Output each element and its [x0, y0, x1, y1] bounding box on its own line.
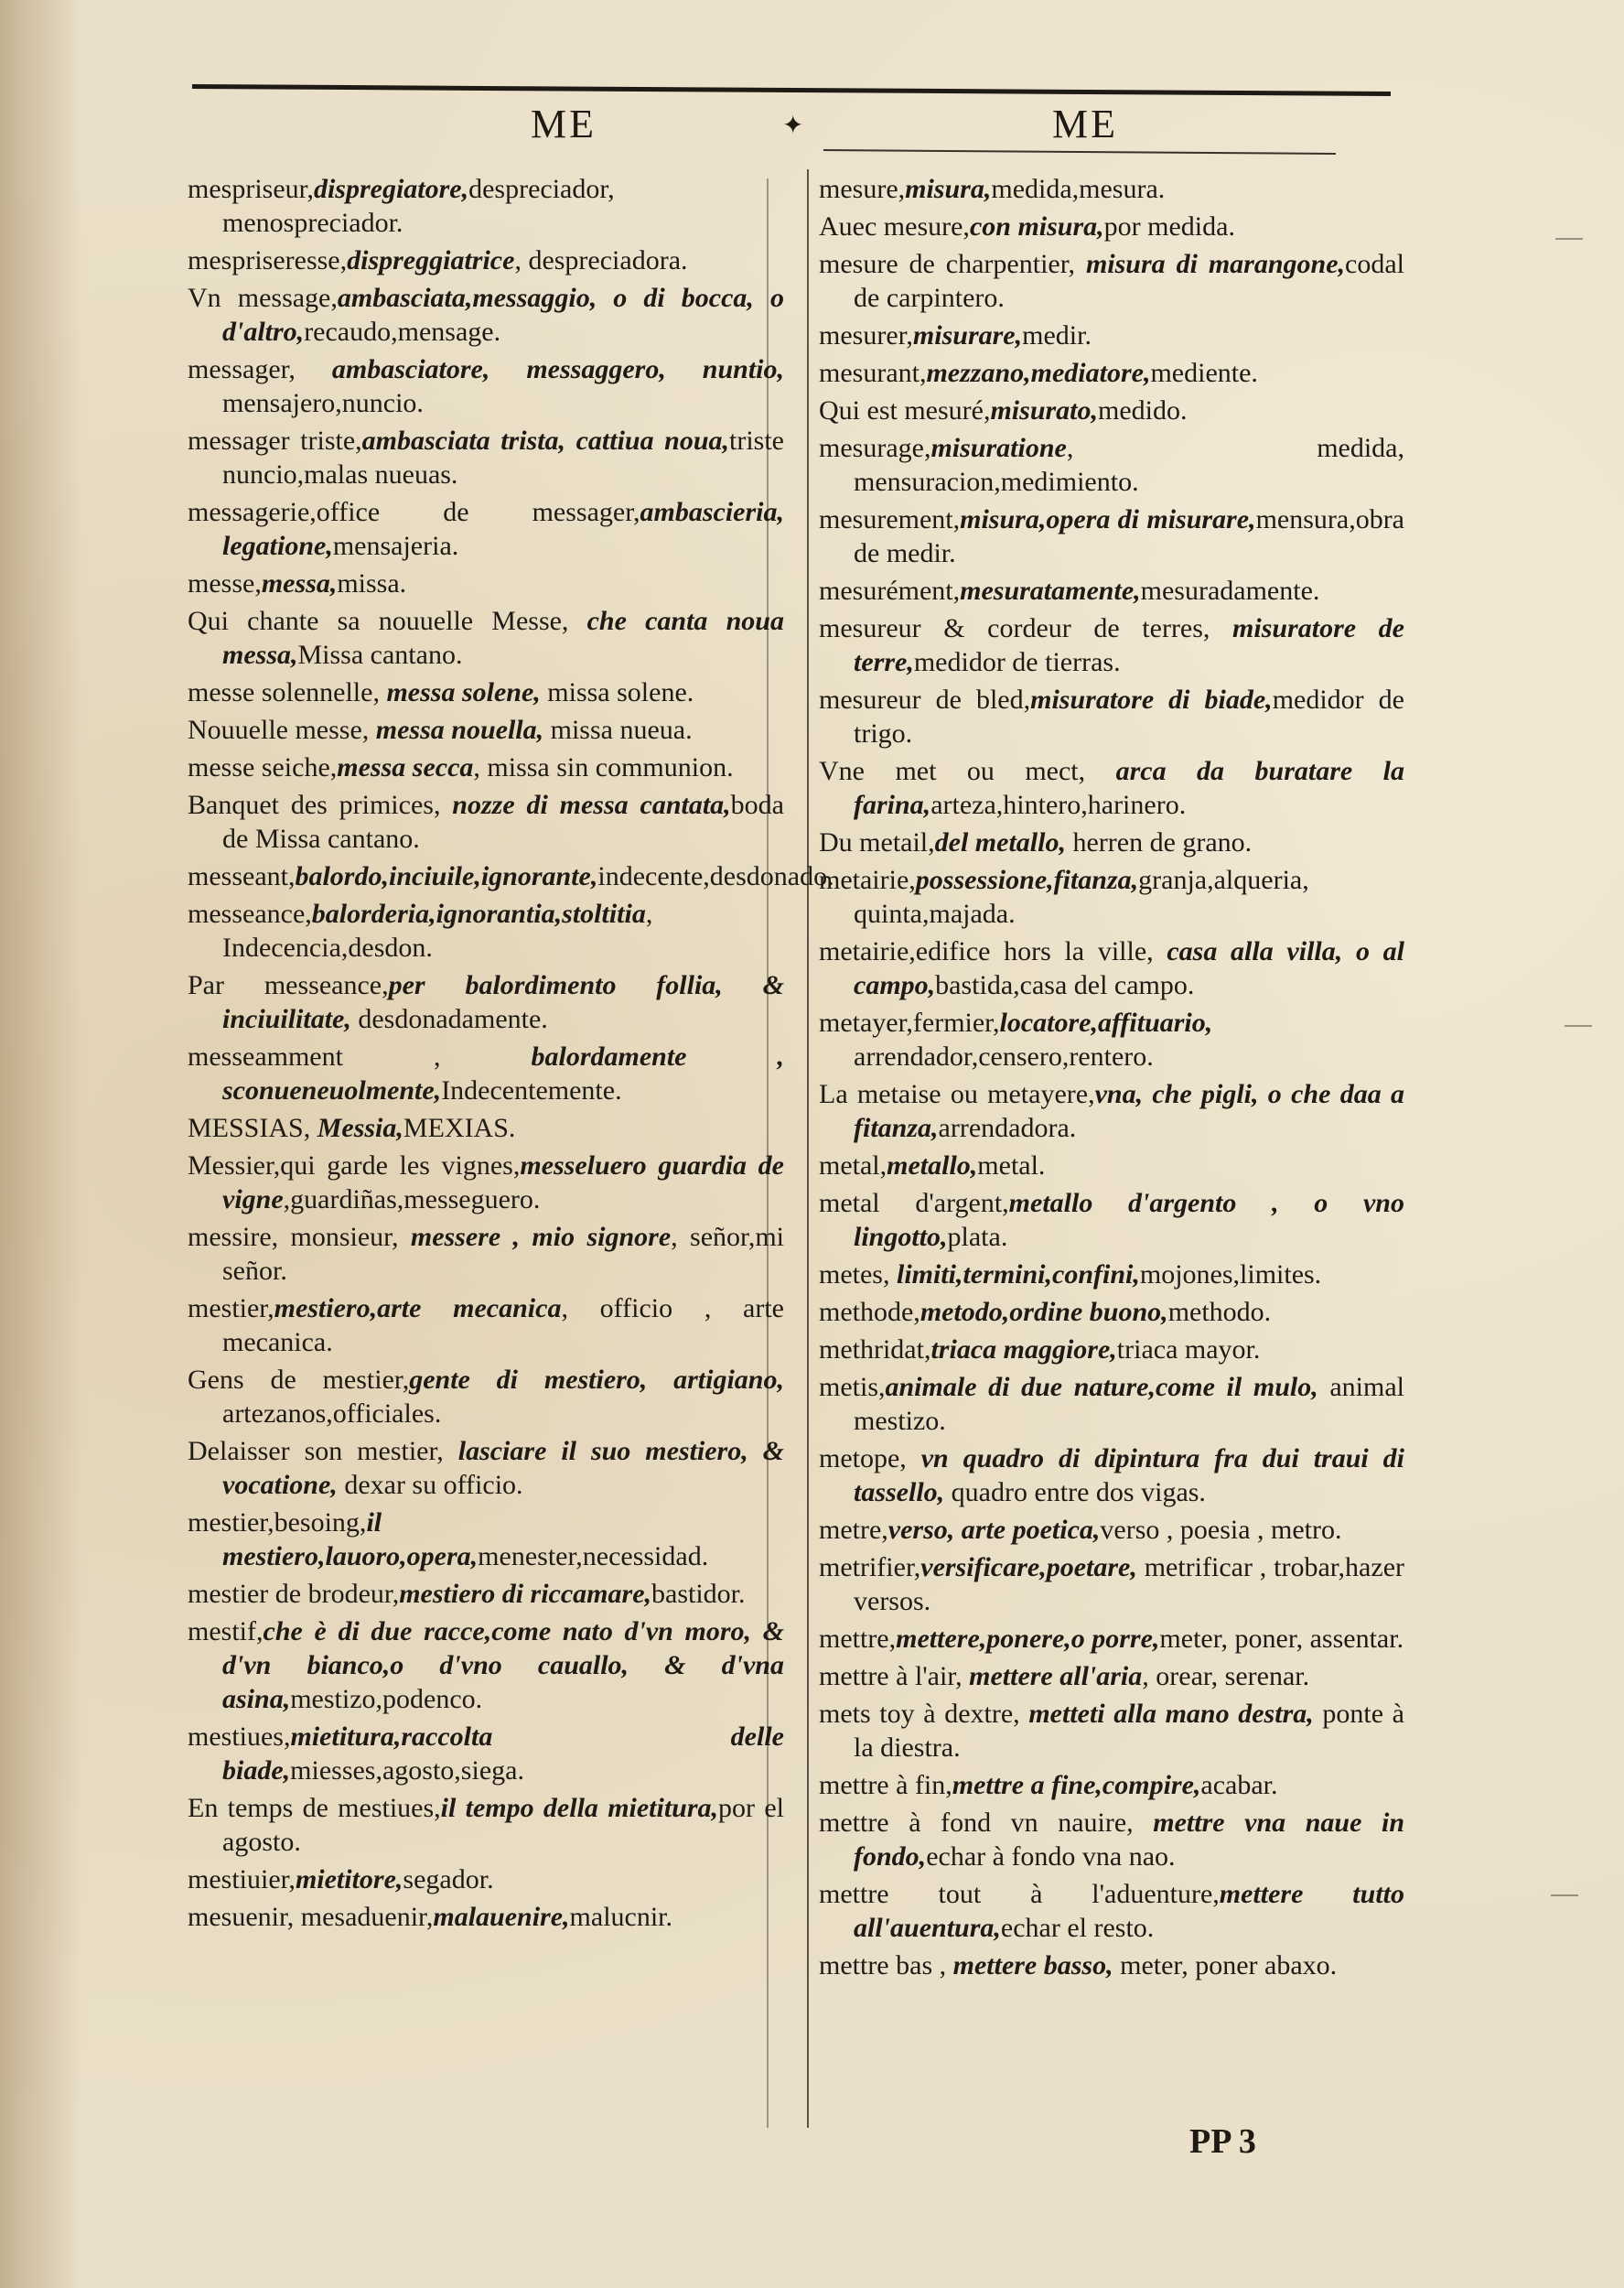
dictionary-entry	[188, 567, 784, 600]
dictionary-entry	[188, 897, 784, 965]
entry-text: medidor de tierras.	[913, 647, 1121, 677]
entry-text: metal,	[819, 1150, 887, 1181]
entry-text: messe seiche,	[188, 752, 338, 782]
dictionary-entry	[188, 172, 784, 240]
dictionary-entry	[188, 604, 784, 672]
entry-text: missa nueua.	[543, 715, 693, 745]
entry-text: por medida.	[1103, 211, 1235, 242]
entry-text: desdonadamente.	[350, 1004, 548, 1034]
entry-text: Auec mesure,	[819, 211, 970, 242]
italian-gloss: ambasciata,messaggio, o di bocca, o d'altro,	[222, 283, 785, 347]
entry-text: malucnir.	[569, 1902, 673, 1932]
italian-gloss: dispreggiatrice	[347, 245, 515, 275]
entry-text: mesurer,	[819, 320, 913, 351]
entry-text: metairie,edifice hors la ville,	[819, 936, 1167, 966]
dictionary-entry	[819, 1622, 1404, 1656]
italian-gloss: lasciare il suo mestiero, & vocatione,	[222, 1436, 785, 1500]
italian-gloss: il tempo della mietitura,	[440, 1793, 719, 1823]
italian-gloss: misura,	[905, 174, 992, 204]
italian-gloss: mesuratamente,	[960, 576, 1141, 606]
entry-text: En temps de mestiues,	[188, 1793, 441, 1823]
entry-text: medir.	[1022, 320, 1092, 351]
entry-text: mettre bas ,	[819, 1950, 953, 1980]
dictionary-entry	[188, 1149, 784, 1216]
entry-text: bastidor.	[651, 1579, 746, 1609]
entry-text: mesure,	[819, 174, 906, 204]
italian-gloss: misurare,	[912, 320, 1023, 351]
entry-text: metre,	[819, 1515, 888, 1545]
italian-gloss: misurato,	[990, 395, 1099, 426]
italian-gloss: messa solene,	[386, 677, 541, 707]
entry-text: metal.	[977, 1150, 1046, 1181]
entry-text: Vn message,	[188, 283, 338, 313]
entry-text: echar el resto.	[1000, 1913, 1155, 1943]
italian-gloss: mettere tutto all'auentura,	[854, 1879, 1404, 1943]
entry-text: arrendador,censero,rentero.	[854, 1041, 1154, 1072]
entry-text: mettre,	[819, 1624, 897, 1654]
entry-text: boda de Missa cantano.	[222, 790, 784, 854]
dictionary-entry	[819, 611, 1404, 679]
entry-text: , medida, mensuracion,medimiento.	[854, 433, 1404, 497]
dictionary-entry	[819, 1697, 1404, 1765]
entry-text: mestier de brodeur,	[188, 1579, 400, 1609]
italian-gloss: messa nouella,	[375, 715, 544, 745]
running-head-right: ME	[1052, 102, 1118, 146]
entry-text: Qui est mesuré,	[819, 395, 991, 426]
entry-text: , Indecencia,desdon.	[222, 899, 653, 963]
entry-text: La metaise ou metayere,	[819, 1079, 1095, 1109]
dictionary-entry	[188, 281, 784, 349]
dictionary-entry	[819, 683, 1404, 750]
entry-text: mojones,limites.	[1139, 1259, 1322, 1290]
italian-gloss: limiti,termini,confini,	[896, 1259, 1140, 1290]
entry-text: segador.	[403, 1864, 494, 1894]
dictionary-entry	[188, 243, 784, 277]
dictionary-entry	[188, 675, 784, 709]
dictionary-entry	[188, 495, 784, 563]
entry-text: mesureur & cordeur de terres,	[819, 613, 1233, 643]
entry-text: MEXIAS.	[403, 1113, 516, 1143]
entry-text: methodo.	[1167, 1297, 1272, 1327]
dictionary-entry	[188, 1720, 784, 1787]
entry-text: Delaisser son mestier,	[188, 1436, 458, 1466]
dictionary-entry	[819, 394, 1404, 427]
italian-gloss: metteti alla mano destra,	[1028, 1699, 1314, 1729]
entry-text: miesses,agosto,siega.	[290, 1755, 524, 1786]
italian-gloss: metallo,	[887, 1150, 978, 1181]
dictionary-entry	[819, 863, 1404, 931]
entry-text: medidor de trigo.	[854, 685, 1404, 749]
entry-text: mensura,obra de medir.	[854, 504, 1404, 568]
italian-gloss: balordo,inciuile,ignorante,	[295, 861, 598, 891]
italian-gloss: che è di due racce,come nato d'vn moro, & d'vn bianco,o d'vno cauallo, & d'vna asina,	[222, 1616, 784, 1714]
dictionary-entry	[188, 1577, 784, 1611]
entry-text: mestiues,	[188, 1721, 291, 1752]
dictionary-entry	[819, 1333, 1404, 1366]
dictionary-entry	[819, 754, 1404, 822]
entry-text: missa solene.	[540, 677, 694, 707]
italian-gloss: nozze di messa cantata,	[452, 790, 731, 820]
entry-text: Gens de mestier,	[188, 1365, 410, 1395]
dictionary-entry	[188, 424, 784, 491]
italian-gloss: mezzano,mediatore,	[926, 358, 1151, 388]
entry-text: despreciador, menospreciador.	[222, 174, 615, 238]
entry-text: medido.	[1098, 395, 1188, 426]
dictionary-entry	[819, 1149, 1404, 1182]
entry-text: quadro entre dos vigas.	[944, 1477, 1206, 1507]
dictionary-entry	[819, 318, 1404, 352]
entry-text: messeant,	[188, 861, 296, 891]
spine-shadow	[0, 0, 82, 2288]
dictionary-entry	[819, 1257, 1404, 1291]
entry-text: recaudo,mensage.	[304, 317, 501, 347]
dictionary-entry	[819, 1806, 1404, 1873]
entry-text: mensajero,nuncio.	[222, 388, 424, 418]
entry-text: dexar su officio.	[337, 1470, 523, 1500]
italian-gloss: mestiero,arte mecanica	[274, 1293, 562, 1323]
dictionary-entry	[188, 1614, 784, 1716]
italian-gloss: arca da buratare la farina,	[854, 756, 1404, 820]
entry-text: mesuenir, mesaduenir,	[188, 1902, 434, 1932]
italian-gloss: versificare,poetare,	[920, 1552, 1137, 1582]
dictionary-entry	[188, 1040, 784, 1107]
dictionary-entry	[188, 1363, 784, 1430]
dictionary-entry	[188, 1506, 784, 1573]
entry-text: messeamment ,	[188, 1041, 532, 1072]
entry-text: Qui chante sa nouuelle Messe,	[188, 606, 587, 636]
column-divider	[807, 169, 809, 2128]
ornament-icon: ✦	[782, 112, 804, 140]
italian-gloss: verso, arte poetica,	[887, 1515, 1101, 1545]
italian-gloss: ambasciatore, messaggero, nuntio,	[331, 354, 785, 384]
dictionary-entry	[819, 431, 1404, 499]
dictionary-entry	[819, 934, 1404, 1002]
entry-text: missa.	[337, 568, 407, 599]
entry-text: mestier,besoing,	[188, 1507, 367, 1538]
italian-gloss: del metallo,	[934, 827, 1066, 858]
entry-text: mespriseresse,	[188, 245, 348, 275]
entry-text: mets toy à dextre,	[819, 1699, 1029, 1729]
dictionary-entry	[819, 210, 1404, 243]
italian-gloss: dispregiatore,	[313, 174, 469, 204]
entry-text: messagerie,office de messager,	[188, 497, 640, 527]
entry-text: Missa cantano.	[297, 640, 463, 670]
entry-text: triaca mayor.	[1116, 1334, 1261, 1365]
entry-text: granja,alqueria, quinta,majada.	[854, 865, 1309, 929]
entry-text: mettre à fond vn nauire,	[819, 1808, 1154, 1838]
italian-gloss: malauenire,	[433, 1902, 570, 1932]
dictionary-entry	[188, 859, 834, 893]
dictionary-entry	[819, 1441, 1404, 1509]
dictionary-entry	[819, 1295, 1404, 1329]
margin-mark	[1555, 238, 1583, 240]
entry-text: , señor,mi señor.	[222, 1222, 785, 1286]
entry-text: acabar.	[1200, 1770, 1278, 1800]
entry-text: meter, poner, assentar.	[1159, 1624, 1404, 1654]
italian-gloss: metallo d'argento , o vno lingotto,	[854, 1188, 1404, 1252]
italian-gloss: Messia,	[317, 1113, 403, 1143]
italian-gloss: messa secca	[337, 752, 474, 782]
entry-text: medida,mesura.	[991, 174, 1166, 204]
entry-text: Indecentemente.	[441, 1075, 622, 1106]
dictionary-entry	[819, 1006, 1404, 1074]
dictionary-entry	[819, 1659, 1404, 1693]
italian-gloss: mettere,ponere,o porre,	[896, 1624, 1160, 1654]
entry-text: mensajeria.	[332, 531, 459, 561]
italian-gloss: con misura,	[969, 211, 1104, 242]
entry-text: plata.	[947, 1222, 1008, 1252]
entry-text: metrificar , trobar,hazer versos.	[854, 1552, 1404, 1616]
italian-gloss: locatore,affituario,	[999, 1008, 1213, 1038]
dictionary-entry	[819, 1513, 1404, 1547]
italian-gloss: mettre vna naue in fondo,	[854, 1808, 1405, 1872]
entry-text: messe solennelle,	[188, 677, 387, 707]
entry-text: mestiuier,	[188, 1864, 296, 1894]
entry-text: ponte à la diestra.	[854, 1699, 1404, 1763]
entry-text: verso , poesia , metro.	[1100, 1515, 1342, 1545]
dictionary-entry	[819, 1186, 1404, 1254]
entry-text: , orear, serenar.	[1142, 1661, 1310, 1691]
entry-text: codal de carpintero.	[854, 249, 1404, 313]
entry-text: Banquet des primices,	[188, 790, 453, 820]
entry-text: mettre à fin,	[819, 1770, 952, 1800]
entry-text: metes,	[819, 1259, 897, 1290]
italian-gloss: mietitore,	[295, 1864, 403, 1894]
entry-text: metayer,fermier,	[819, 1008, 1000, 1038]
entry-text: animal mestizo.	[854, 1372, 1404, 1436]
italian-gloss: misura di marangone,	[1085, 249, 1346, 279]
italian-gloss: mettre a fine,compire,	[952, 1770, 1201, 1800]
entry-text: mesuradamente.	[1140, 576, 1320, 606]
italian-gloss: vna, che pigli, o che daa a fitanza,	[854, 1079, 1404, 1143]
entry-text: mespriseur,	[188, 174, 314, 204]
italian-gloss: balordamente , sconueneuolmente,	[222, 1041, 784, 1106]
dictionary-entry	[819, 1370, 1404, 1438]
italian-gloss: vn quadro di dipintura fra dui traui di tassello,	[854, 1443, 1404, 1507]
italian-gloss: ambascieria, legatione,	[222, 497, 784, 561]
dictionary-entry	[188, 1434, 784, 1502]
entry-text: mettre à l'air,	[819, 1661, 970, 1691]
entry-text: messire, monsieur,	[188, 1222, 411, 1252]
italian-gloss: metodo,ordine buono,	[920, 1297, 1168, 1327]
entry-text: arteza,hintero,harinero.	[930, 790, 1187, 820]
dictionary-entry	[819, 1550, 1404, 1618]
entry-text: , officio , arte mecanica.	[222, 1293, 784, 1357]
entry-text: mesurage,	[819, 433, 931, 463]
entry-text: MESSIAS,	[188, 1113, 317, 1143]
entry-text: Par messeance,	[188, 970, 389, 1000]
entry-text: , missa sin communion.	[473, 752, 734, 782]
dictionary-entry	[188, 1900, 784, 1934]
dictionary-entry	[188, 1111, 784, 1145]
dictionary-entry	[188, 1291, 784, 1359]
italian-gloss: mettere basso,	[952, 1950, 1113, 1980]
entry-text: messager triste,	[188, 426, 362, 456]
entry-text: metope,	[819, 1443, 921, 1473]
entry-text: menester,necessidad.	[478, 1541, 709, 1571]
dictionary-entry	[188, 968, 784, 1036]
dictionary-entry	[819, 356, 1404, 390]
dictionary-entry	[819, 1948, 1404, 1982]
italian-gloss: per balordimento follia, & inciuilitate,	[222, 970, 784, 1034]
entry-text: mesurant,	[819, 358, 927, 388]
italian-gloss: il mestiero,lauoro,opera,	[222, 1507, 479, 1571]
entry-text: bastida,casa del campo.	[935, 970, 1195, 1000]
entry-text: indecente,desdonado.	[597, 861, 834, 891]
margin-mark	[1565, 1025, 1592, 1027]
entry-text: mestizo,podenco.	[290, 1684, 483, 1714]
entry-text: triste nuncio,malas nueuas.	[222, 426, 784, 490]
entry-text: metrifier,	[819, 1552, 921, 1582]
italian-gloss: misura,opera di misurare,	[960, 504, 1256, 534]
italian-gloss: che canta noua messa,	[222, 606, 784, 670]
dictionary-entry	[819, 1768, 1404, 1802]
dictionary-entry	[188, 1862, 784, 1896]
italian-gloss: messeluero guardia de vigne	[222, 1150, 785, 1214]
entry-text: mesurement,	[819, 504, 961, 534]
entry-text: mesure de charpentier,	[819, 249, 1086, 279]
dictionary-entry	[188, 788, 784, 856]
dictionary-entry	[188, 1220, 784, 1288]
italian-gloss: messere , mio signore	[410, 1222, 672, 1252]
entry-text: messager,	[188, 354, 332, 384]
dictionary-entry	[819, 1077, 1404, 1145]
entry-text: messeance,	[188, 899, 312, 929]
right-column	[819, 172, 1404, 1986]
dictionary-entry	[188, 750, 784, 784]
entry-text: , despreciadora.	[514, 245, 688, 275]
entry-text: metis,	[819, 1372, 886, 1402]
entry-text: Nouuelle messe,	[188, 715, 376, 745]
italian-gloss: triaca maggiore,	[930, 1334, 1117, 1365]
entry-text: por el agosto.	[222, 1793, 784, 1857]
italian-gloss: animale di due nature,come il mulo,	[885, 1372, 1318, 1402]
italian-gloss: balorderia,ignorantia,stoltitia	[311, 899, 646, 929]
italian-gloss: mettere all'aria	[969, 1661, 1143, 1691]
entry-text: mestier,	[188, 1293, 274, 1323]
entry-text: echar à fondo vna nao.	[926, 1841, 1176, 1872]
dictionary-entry	[819, 826, 1404, 859]
italian-gloss: mestiero di riccamare,	[399, 1579, 652, 1609]
left-column	[188, 172, 834, 1937]
italian-gloss: misuratore de terre,	[854, 613, 1404, 677]
running-head-left: ME	[531, 102, 597, 146]
entry-text: artezanos,officiales.	[222, 1398, 442, 1429]
entry-text: mestif,	[188, 1616, 263, 1646]
entry-text: metairie,	[819, 865, 916, 895]
entry-text: herren de grano.	[1065, 827, 1253, 858]
italian-gloss: ambasciata trista, cattiua noua,	[361, 426, 729, 456]
entry-text: methridat,	[819, 1334, 931, 1365]
dictionary-entry	[819, 172, 1404, 206]
entry-text: arrendadora.	[938, 1113, 1077, 1143]
entry-text: Messier,qui garde les vignes,	[188, 1150, 521, 1181]
entry-text: mettre tout à l'aduenture,	[819, 1879, 1220, 1909]
italian-gloss: misuratione	[930, 433, 1067, 463]
entry-text: Du metail,	[819, 827, 935, 858]
entry-text: mesureur de bled,	[819, 685, 1031, 715]
italian-gloss: possessione,fitanza,	[915, 865, 1139, 895]
italian-gloss: gente di mestiero, artigiano,	[409, 1365, 784, 1395]
entry-text: Vne met ou mect,	[819, 756, 1116, 786]
dictionary-entry	[819, 574, 1404, 608]
italian-gloss: casa alla villa, o al campo,	[854, 936, 1404, 1000]
dictionary-entry	[188, 352, 784, 420]
signature-mark: PP 3	[1189, 2122, 1256, 2161]
entry-text: methode,	[819, 1297, 920, 1327]
dictionary-entry	[819, 247, 1404, 315]
entry-text: mediente.	[1150, 358, 1258, 388]
dictionary-entry	[188, 1791, 784, 1859]
dictionary-entry	[819, 1877, 1404, 1945]
entry-text: mesurément,	[819, 576, 961, 606]
entry-text: metal d'argent,	[819, 1188, 1009, 1218]
dictionary-entry	[188, 713, 784, 747]
entry-text: meter, poner abaxo.	[1113, 1950, 1338, 1980]
italian-gloss: mietitura,raccolta delle biade,	[222, 1721, 784, 1786]
entry-text: messe,	[188, 568, 262, 599]
dictionary-entry	[819, 502, 1404, 570]
italian-gloss: messa,	[261, 568, 338, 599]
italian-gloss: misuratore di biade,	[1030, 685, 1273, 715]
margin-mark	[1551, 1894, 1578, 1896]
entry-text: ,guardiñas,messeguero.	[283, 1184, 541, 1214]
